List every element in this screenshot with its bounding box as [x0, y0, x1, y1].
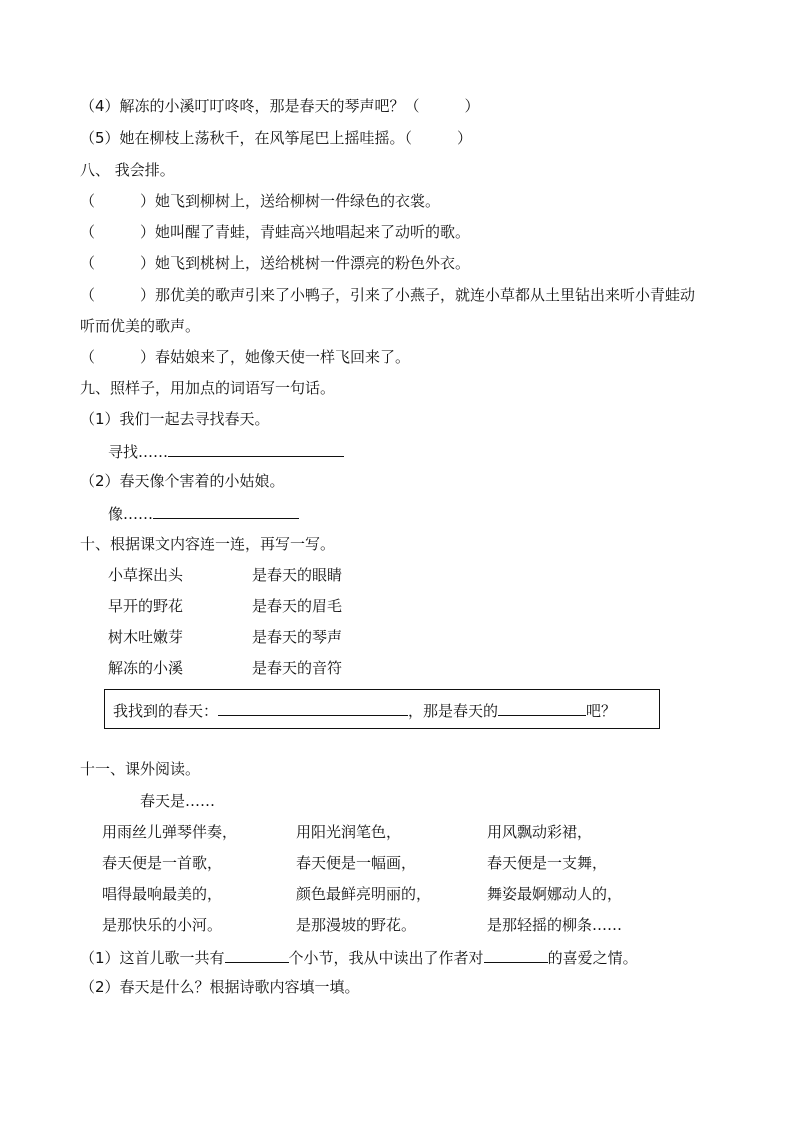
poem-col1-line1: 用雨丝儿弹琴伴奏，: [102, 823, 238, 841]
order-item-5: （ ）春姑娘来了，她像天使一样飞回来了。: [80, 348, 411, 366]
section-9-answer-2: [108, 502, 299, 522]
section-9-question-2: （2）春天像个害着的小姑娘。: [80, 472, 285, 490]
spring-found-blank[interactable]: [218, 699, 408, 716]
spring-answer-line: [113, 699, 616, 721]
order-item-4-continued: 听而优美的歌声。: [80, 317, 201, 335]
s11-q1-part-a: （1）这首儿歌一共有: [80, 949, 225, 967]
answer-1-blank[interactable]: [168, 440, 344, 457]
poem-col2-line2: 春天便是一幅画，: [296, 854, 417, 872]
poem-col1-line2: 春天便是一首歌，: [102, 854, 223, 872]
poem-col2-line4: 是那漫坡的野花。: [296, 916, 417, 934]
answer-1-prompt: 寻找……: [108, 443, 169, 461]
poem-col3-line1: 用风飘动彩裙，: [487, 823, 593, 841]
match-left-2[interactable]: 早开的野花: [108, 597, 184, 615]
match-right-3[interactable]: 是春天的琴声: [252, 628, 343, 646]
poem-col2-line3: 颜色最鲜亮明丽的，: [296, 885, 432, 903]
match-left-3[interactable]: 树木吐嫩芽: [108, 628, 184, 646]
section-11-heading: 十一、课外阅读。: [80, 760, 201, 778]
box-end: 吧？: [586, 702, 617, 720]
s11-q1-part-b: 个小节，我从中读出了作者对: [288, 949, 484, 967]
match-right-2[interactable]: 是春天的眉毛: [252, 597, 343, 615]
spring-answer-box: [104, 689, 660, 729]
section-9-question-1: （1）我们一起去寻找春天。: [80, 410, 270, 428]
love-object-blank[interactable]: [484, 946, 548, 963]
section-9-answer-1: [108, 440, 344, 460]
section-11-question-1: [80, 946, 638, 966]
poem-col3-line2: 春天便是一支舞，: [487, 854, 608, 872]
poem-col1-line4: 是那快乐的小河。: [102, 916, 223, 934]
question-item-5: （5）她在柳枝上荡秋千，在风筝尾巴上摇哇摇。（ ）: [80, 129, 473, 147]
poem-col3-line3: 舞姿最婀娜动人的，: [487, 885, 623, 903]
answer-2-prompt: 像……: [108, 505, 154, 523]
section-8-heading: 八、 我会排。: [80, 161, 175, 179]
order-item-2: （ ）她叫醒了青蛙，青蛙高兴地唱起来了动听的歌。: [80, 223, 471, 241]
match-left-1[interactable]: 小草探出头: [108, 566, 184, 584]
box-label: 我找到的春天：: [113, 702, 219, 720]
poem-col3-line4: 是那轻摇的柳条……: [487, 916, 623, 934]
box-middle: ，那是春天的: [408, 702, 499, 720]
poem-col2-line1: 用阳光润笔色，: [296, 823, 402, 841]
order-item-3: （ ）她飞到桃树上，送给桃树一件漂亮的粉色外衣。: [80, 254, 471, 272]
section-9-heading: 九、照样子，用加点的词语写一句话。: [80, 379, 336, 397]
order-item-1: （ ）她飞到柳树上，送给柳树一件绿色的衣裳。: [80, 192, 441, 210]
question-item-4: （4）解冻的小溪叮叮咚咚，那是春天的琴声吧？（ ）: [80, 97, 480, 115]
spring-part-blank[interactable]: [498, 699, 586, 716]
match-right-4[interactable]: 是春天的音符: [252, 659, 343, 677]
poem-col1-line3: 唱得最响最美的，: [102, 885, 223, 903]
match-right-1[interactable]: 是春天的眼睛: [252, 566, 343, 584]
match-left-4[interactable]: 解冻的小溪: [108, 659, 184, 677]
poem-title: 春天是……: [140, 792, 216, 810]
order-item-4: （ ）那优美的歌声引来了小鸭子，引来了小燕子，就连小草都从土里钻出来听小青蛙动: [80, 286, 696, 304]
section-10-heading: 十、根据课文内容连一连，再写一写。: [80, 535, 336, 553]
answer-2-blank[interactable]: [153, 502, 299, 519]
s11-q1-part-c: 的喜爱之情。: [547, 949, 638, 967]
section-11-question-2: （2）春天是什么？根据诗歌内容填一填。: [80, 978, 360, 996]
stanza-count-blank[interactable]: [225, 946, 289, 963]
